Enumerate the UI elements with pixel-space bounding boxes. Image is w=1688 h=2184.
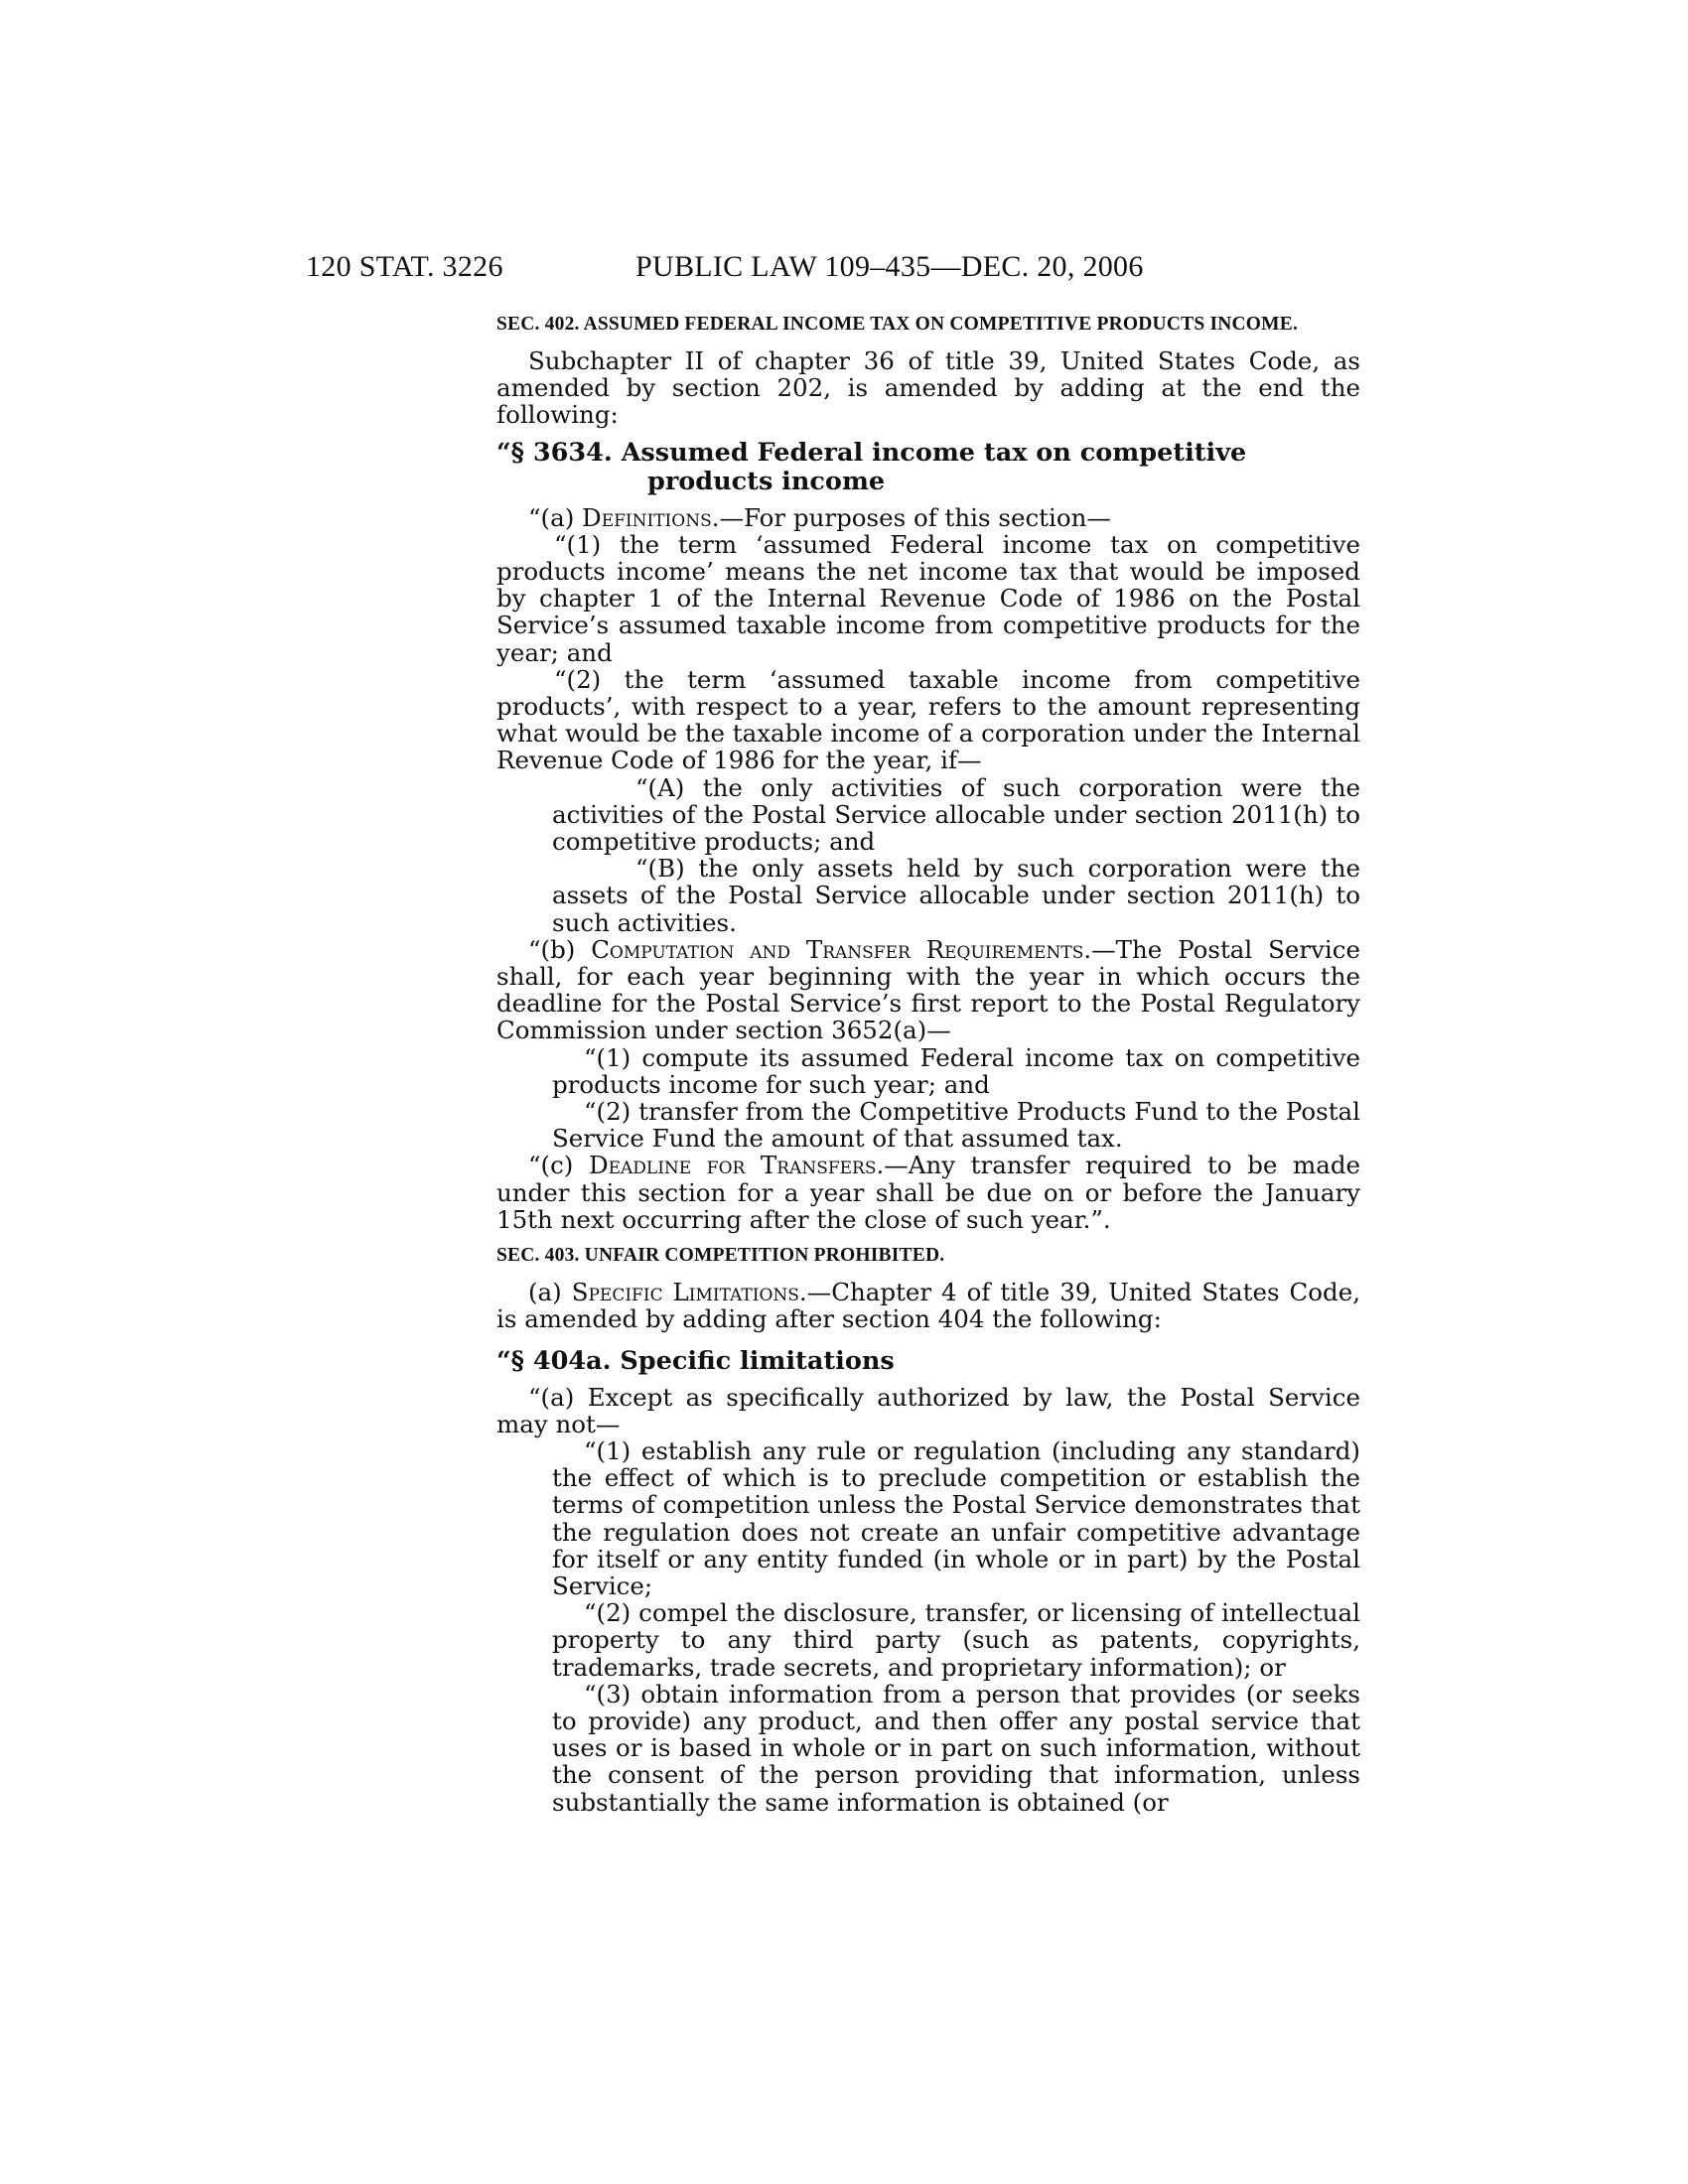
subsection-c-label: Deadline for Transfers (588, 1151, 877, 1180)
sec-403-a-prefix: (a) (528, 1278, 572, 1307)
sec-403-subsection-a (496, 1279, 1360, 1332)
paragraph-a2-B: “(B) the only assets held by such corporation were the assets of the Postal Service allocable under section 2011(h) to such activities. (552, 854, 1360, 937)
subsection-c-text: .—Any transfer required to be made under this section for a year shall be due on or before the January 15th next occurring after the close of such year.”. (496, 1151, 1361, 1234)
subsection-a-text: .—For purposes of this section— (711, 502, 1111, 532)
subsection-b-text: .—The Postal Service shall, for each year beginning with the year in which occurs the deadline for the Postal Service’s first report to the Postal Regulatory Commission under section 3652(a)— (496, 934, 1360, 1045)
stat-page-number: 120 STAT. 3226 (306, 250, 503, 283)
subsection-b-label: Computation and Transfer Requirements (591, 934, 1084, 964)
subsection-a-prefix: “(a) (528, 502, 583, 532)
paragraph-b1: “(1) compute its assumed Federal income tax on competitive products income for such year; and (552, 1042, 1360, 1099)
section-404a-a: “(a) Except as specifically authorized by law, the Postal Service may not— (496, 1382, 1360, 1438)
paragraph-a2: “(2) the term ‘assumed taxable income from competitive products’, with respect to a year, refers to the amount representing what would be the taxable income of a corporation under the Internal Revenue Code of 1986 for the year, if— (496, 664, 1360, 775)
subsection-b-computation (496, 936, 1360, 1044)
section-3634-heading: “§ 3634. Assumed Federal income tax on competitive products income (496, 437, 1247, 496)
public-law-citation: PUBLIC LAW 109–435—DEC. 20, 2006 (635, 250, 1144, 283)
paragraph-a2-A: “(A) the only activities of such corporation were the activities of the Postal Service allocable under section 2011(h) to competitive products; and (552, 772, 1360, 857)
sec-403-a-text: .—Chapter 4 of title 39, United States Code, is amended by adding after section 404 the following: (496, 1278, 1360, 1334)
subsection-c-prefix: “(c) (528, 1151, 589, 1180)
section-404a-heading: “§ 404a. Specific limitations (496, 1345, 895, 1376)
subsection-a-definitions (496, 504, 1360, 531)
subsection-c-deadline (496, 1152, 1360, 1233)
paragraph-b2: “(2) transfer from the Competitive Products Fund to the Postal Service Fund the amount of that assumed tax. (552, 1097, 1360, 1154)
paragraph-a1: “(1) the term ‘assumed Federal income tax on competitive products income’ means the net income tax that would be imposed by chapter 1 of the Internal Revenue Code of 1986 on the Postal Service’s assumed taxable income from competitive products for the year; and (496, 529, 1360, 667)
document-body (496, 312, 1360, 1816)
section-404a-paragraph-3: “(3) obtain information from a person that provides (or seeks to provide) any product, and then offer any postal service that uses or is based in whole or in part on such information, without the consent of the person providing that information, unless substantially the same information is obtained (or (552, 1679, 1360, 1817)
page-header (306, 250, 1358, 294)
subsection-a-label: Definitions (582, 502, 712, 532)
section-404a-paragraph-1: “(1) establish any rule or regulation (including any standard) the effect of which is to preclude competition or establish the terms of competition unless the Postal Service demonstrates that the regulation does not create an unfair competitive advantage for itself or any entity funded (in whole or in part) by the Postal Service; (552, 1435, 1360, 1600)
subsection-b-prefix: “(b) (528, 934, 592, 964)
section-404a-paragraph-2: “(2) compel the disclosure, transfer, or licensing of intellectual property to any third party (such as patents, copyrights, trademarks, trade secrets, and proprietary information); or (552, 1598, 1360, 1682)
sec-402-intro: Subchapter II of chapter 36 of title 39, United States Code, as amended by section 202, is amended by adding at the end the following: (496, 346, 1360, 430)
sec-403-a-label: Specific Limitations (571, 1278, 799, 1307)
sec-402-heading: SEC. 402. ASSUMED FEDERAL INCOME TAX ON COMPETITIVE PRODUCTS INCOME. (496, 314, 1299, 335)
sec-403-heading: SEC. 403. UNFAIR COMPETITION PROHIBITED. (496, 1245, 945, 1267)
